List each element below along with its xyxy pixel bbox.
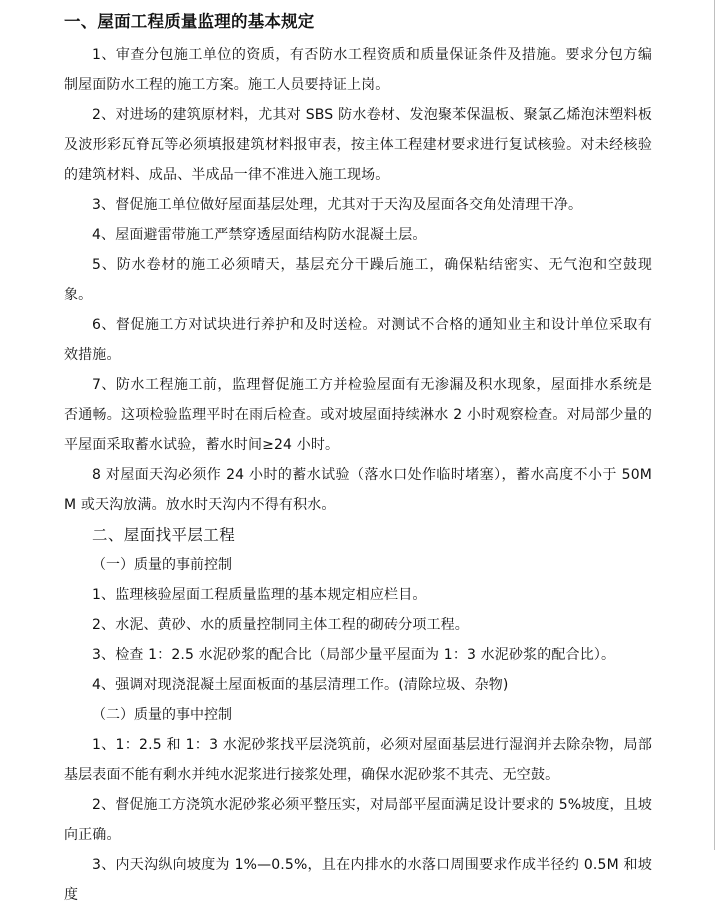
subsection-1-heading: （一）质量的事前控制 bbox=[92, 557, 232, 573]
pre-control-item-4: 4、强调对现浇混凝土屋面板面的基层清理工作。(清除垃圾、杂物) bbox=[92, 677, 509, 693]
in-process-item-2: 2、督促施工方浇筑水泥砂浆必须平整压实，对局部平屋面满足设计要求的 5%坡度，且坡向正确。 bbox=[64, 797, 652, 843]
in-process-item-1: 1、1：2.5 和 1：3 水泥砂浆找平层浇筑前，必须对屋面基层进行湿润并去除杂物，局部基层表面不能有剩水并纯水泥浆进行接浆处理，确保水泥砂浆不其壳、无空鼓。 bbox=[64, 737, 652, 783]
paragraph-8: 8 对屋面天沟必须作 24 小时的蓄水试验（落水口处作临时堵塞），蓄水高度不小于 50MM 或天沟放满。放水时天沟内不得有积水。 bbox=[64, 467, 652, 513]
paragraph-7: 7、防水工程施工前，监理督促施工方并检验屋面有无渗漏及积水现象，屋面排水系统是否通畅。这项检验监理平时在雨后检查。或对坡屋面持续淋水 2 小时观察检查。对局部少量的平屋面采取蓄水试验，蓄水时间≥24 小时。 bbox=[64, 377, 652, 453]
subsection-2-heading: （二）质量的事中控制 bbox=[92, 707, 232, 723]
paragraph-1: 1、审查分包施工单位的资质，有否防水工程资质和质量保证条件及措施。要求分包方编制屋面防水工程的施工方案。施工人员要持证上岗。 bbox=[64, 47, 652, 93]
paragraph-2: 2、对进场的建筑原材料，尤其对 SBS 防水卷材、发泡聚苯保温板、聚氯乙烯泡沫塑料板及波形彩瓦脊瓦等必须填报建筑材料报审表，按主体工程建材要求进行复试核验。对未经核验的建筑材料、成品、半成品一律不准进入施工现场。 bbox=[64, 107, 652, 183]
in-process-item-3: 3、内天沟纵向坡度为 1%—0.5%，且在内排水的水落口周围要求作成半径约 0.5M 和坡度 bbox=[64, 857, 652, 903]
pre-control-item-2: 2、水泥、黄砂、水的质量控制同主体工程的砌砖分项工程。 bbox=[92, 617, 469, 633]
pre-control-item-1: 1、监理核验屋面工程质量监理的基本规定相应栏目。 bbox=[92, 587, 427, 603]
section-1-heading: 一、屋面工程质量监理的基本规定 bbox=[64, 12, 315, 31]
paragraph-4: 4、屋面避雷带施工严禁穿透屋面结构防水混凝土层。 bbox=[92, 227, 427, 243]
pre-control-item-3: 3、检查 1：2.5 水泥砂浆的配合比（局部少量平屋面为 1：3 水泥砂浆的配合比）。 bbox=[92, 647, 616, 663]
paragraph-6: 6、督促施工方对试块进行养护和及时送检。对测试不合格的通知业主和设计单位采取有效措施。 bbox=[64, 317, 652, 363]
paragraph-5: 5、防水卷材的施工必须晴天，基层充分干躁后施工，确保粘结密实、无气泡和空鼓现象。 bbox=[64, 257, 652, 303]
section-2-heading: 二、屋面找平层工程 bbox=[92, 526, 236, 544]
document-body bbox=[64, 10, 652, 910]
paragraph-3: 3、督促施工单位做好屋面基层处理，尤其对于天沟及屋面各交角处清理干净。 bbox=[92, 197, 583, 213]
